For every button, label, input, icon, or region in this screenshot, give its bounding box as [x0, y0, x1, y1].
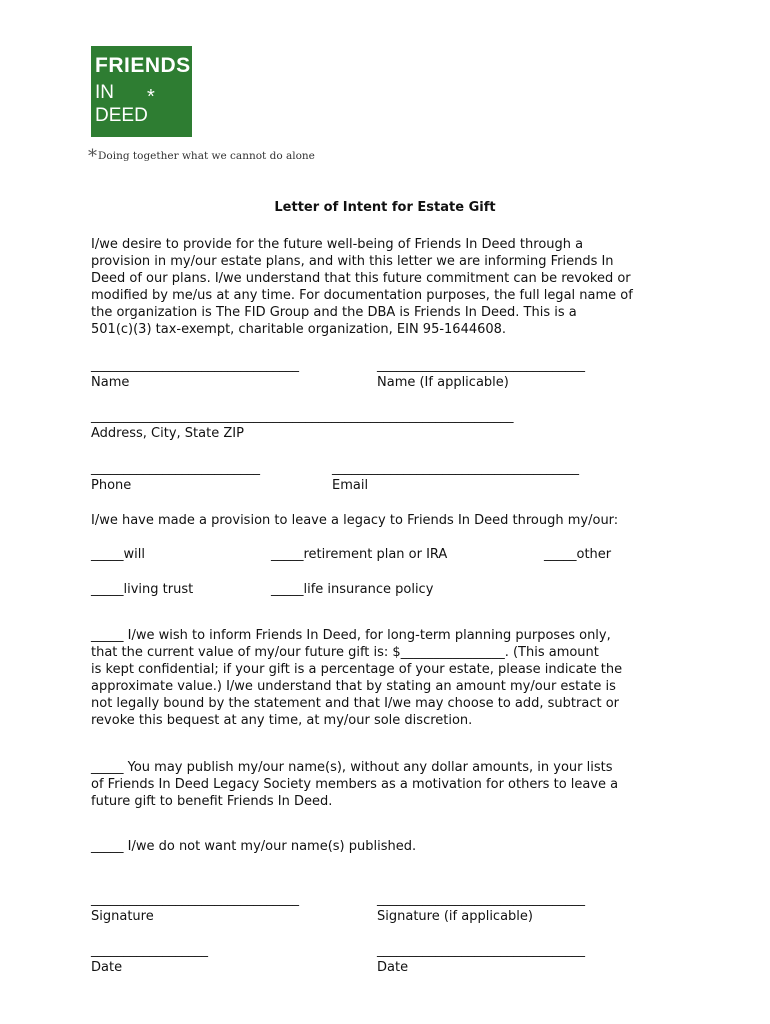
date-2-field[interactable]: ________________________________: [377, 943, 585, 958]
tagline-star-icon: *: [88, 146, 97, 167]
provision-intro: I/we have made a provision to leave a legacy to Friends In Deed through my/our:: [91, 513, 619, 528]
friends-in-deed-logo: [91, 46, 192, 137]
email-label: Email: [332, 478, 369, 493]
address-label: Address, City, State ZIP: [91, 426, 244, 441]
logo-line-in: IN: [95, 82, 114, 103]
signature-label: Signature: [91, 909, 154, 924]
intro-paragraph: I/we desire to provide for the future well-being of Friends In Deed through a provision in my/our estate plans, and with this letter we are informing Friends In Deed of our plans. I/we understand that this future commitment can be revoked or modified by me/us at any time. For documentation purposes, the full legal name of the organization is The FID Group and the DBA is Friends In Deed. This is a 501(c)(3) tax-exempt, charitable organization, EIN 95-1644608.: [91, 237, 633, 337]
logo-line-friends: FRIENDS: [95, 54, 191, 77]
signature-field[interactable]: ________________________________: [91, 892, 299, 907]
page-title: Letter of Intent for Estate Gift: [274, 200, 496, 215]
date-2-label: Date: [377, 960, 409, 975]
address-field[interactable]: _________________________________________________________________: [91, 409, 514, 424]
name-2-label: Name (If applicable): [377, 375, 509, 390]
phone-field[interactable]: __________________________: [91, 461, 260, 476]
option-other[interactable]: _____other: [544, 547, 612, 562]
option-retirement-plan[interactable]: _____retirement plan or IRA: [271, 547, 448, 562]
date-label: Date: [91, 960, 123, 975]
logo-line-deed: DEED: [95, 105, 148, 126]
name-field[interactable]: ________________________________: [91, 358, 299, 373]
date-field[interactable]: __________________: [91, 943, 208, 958]
option-life-insurance[interactable]: _____life insurance policy: [271, 582, 434, 597]
no-publish-statement: _____ I/we do not want my/our name(s) published.: [91, 839, 417, 854]
publish-paragraph: _____ You may publish my/our name(s), without any dollar amounts, in your lists of Friends In Deed Legacy Society members as a motivation for others to leave a future gift to benefit Friends In Deed.: [91, 760, 619, 809]
inform-paragraph: _____ I/we wish to inform Friends In Deed, for long-term planning purposes only, that the current value of my/our future gift is: $________________. (This amount is kept confidential; if your gift is a percentage of your estate, please indicate the approximate value.) I/we understand that by stating an amount my/our estate is not legally bound by the statement and that I/we may choose to add, subtract or revoke this bequest at any time, at my/our sole discretion.: [91, 628, 623, 728]
option-will[interactable]: _____will: [91, 547, 145, 562]
name-label: Name: [91, 375, 130, 390]
logo-star-icon: *: [147, 86, 155, 108]
tagline: [88, 146, 315, 167]
tagline-text: Doing together what we cannot do alone: [98, 150, 315, 162]
signature-2-label: Signature (if applicable): [377, 909, 533, 924]
phone-label: Phone: [91, 478, 132, 493]
name-2-field[interactable]: ________________________________: [377, 358, 585, 373]
signature-2-field[interactable]: ________________________________: [377, 892, 585, 907]
email-field[interactable]: ______________________________________: [332, 461, 579, 476]
option-living-trust[interactable]: _____living trust: [91, 582, 194, 597]
